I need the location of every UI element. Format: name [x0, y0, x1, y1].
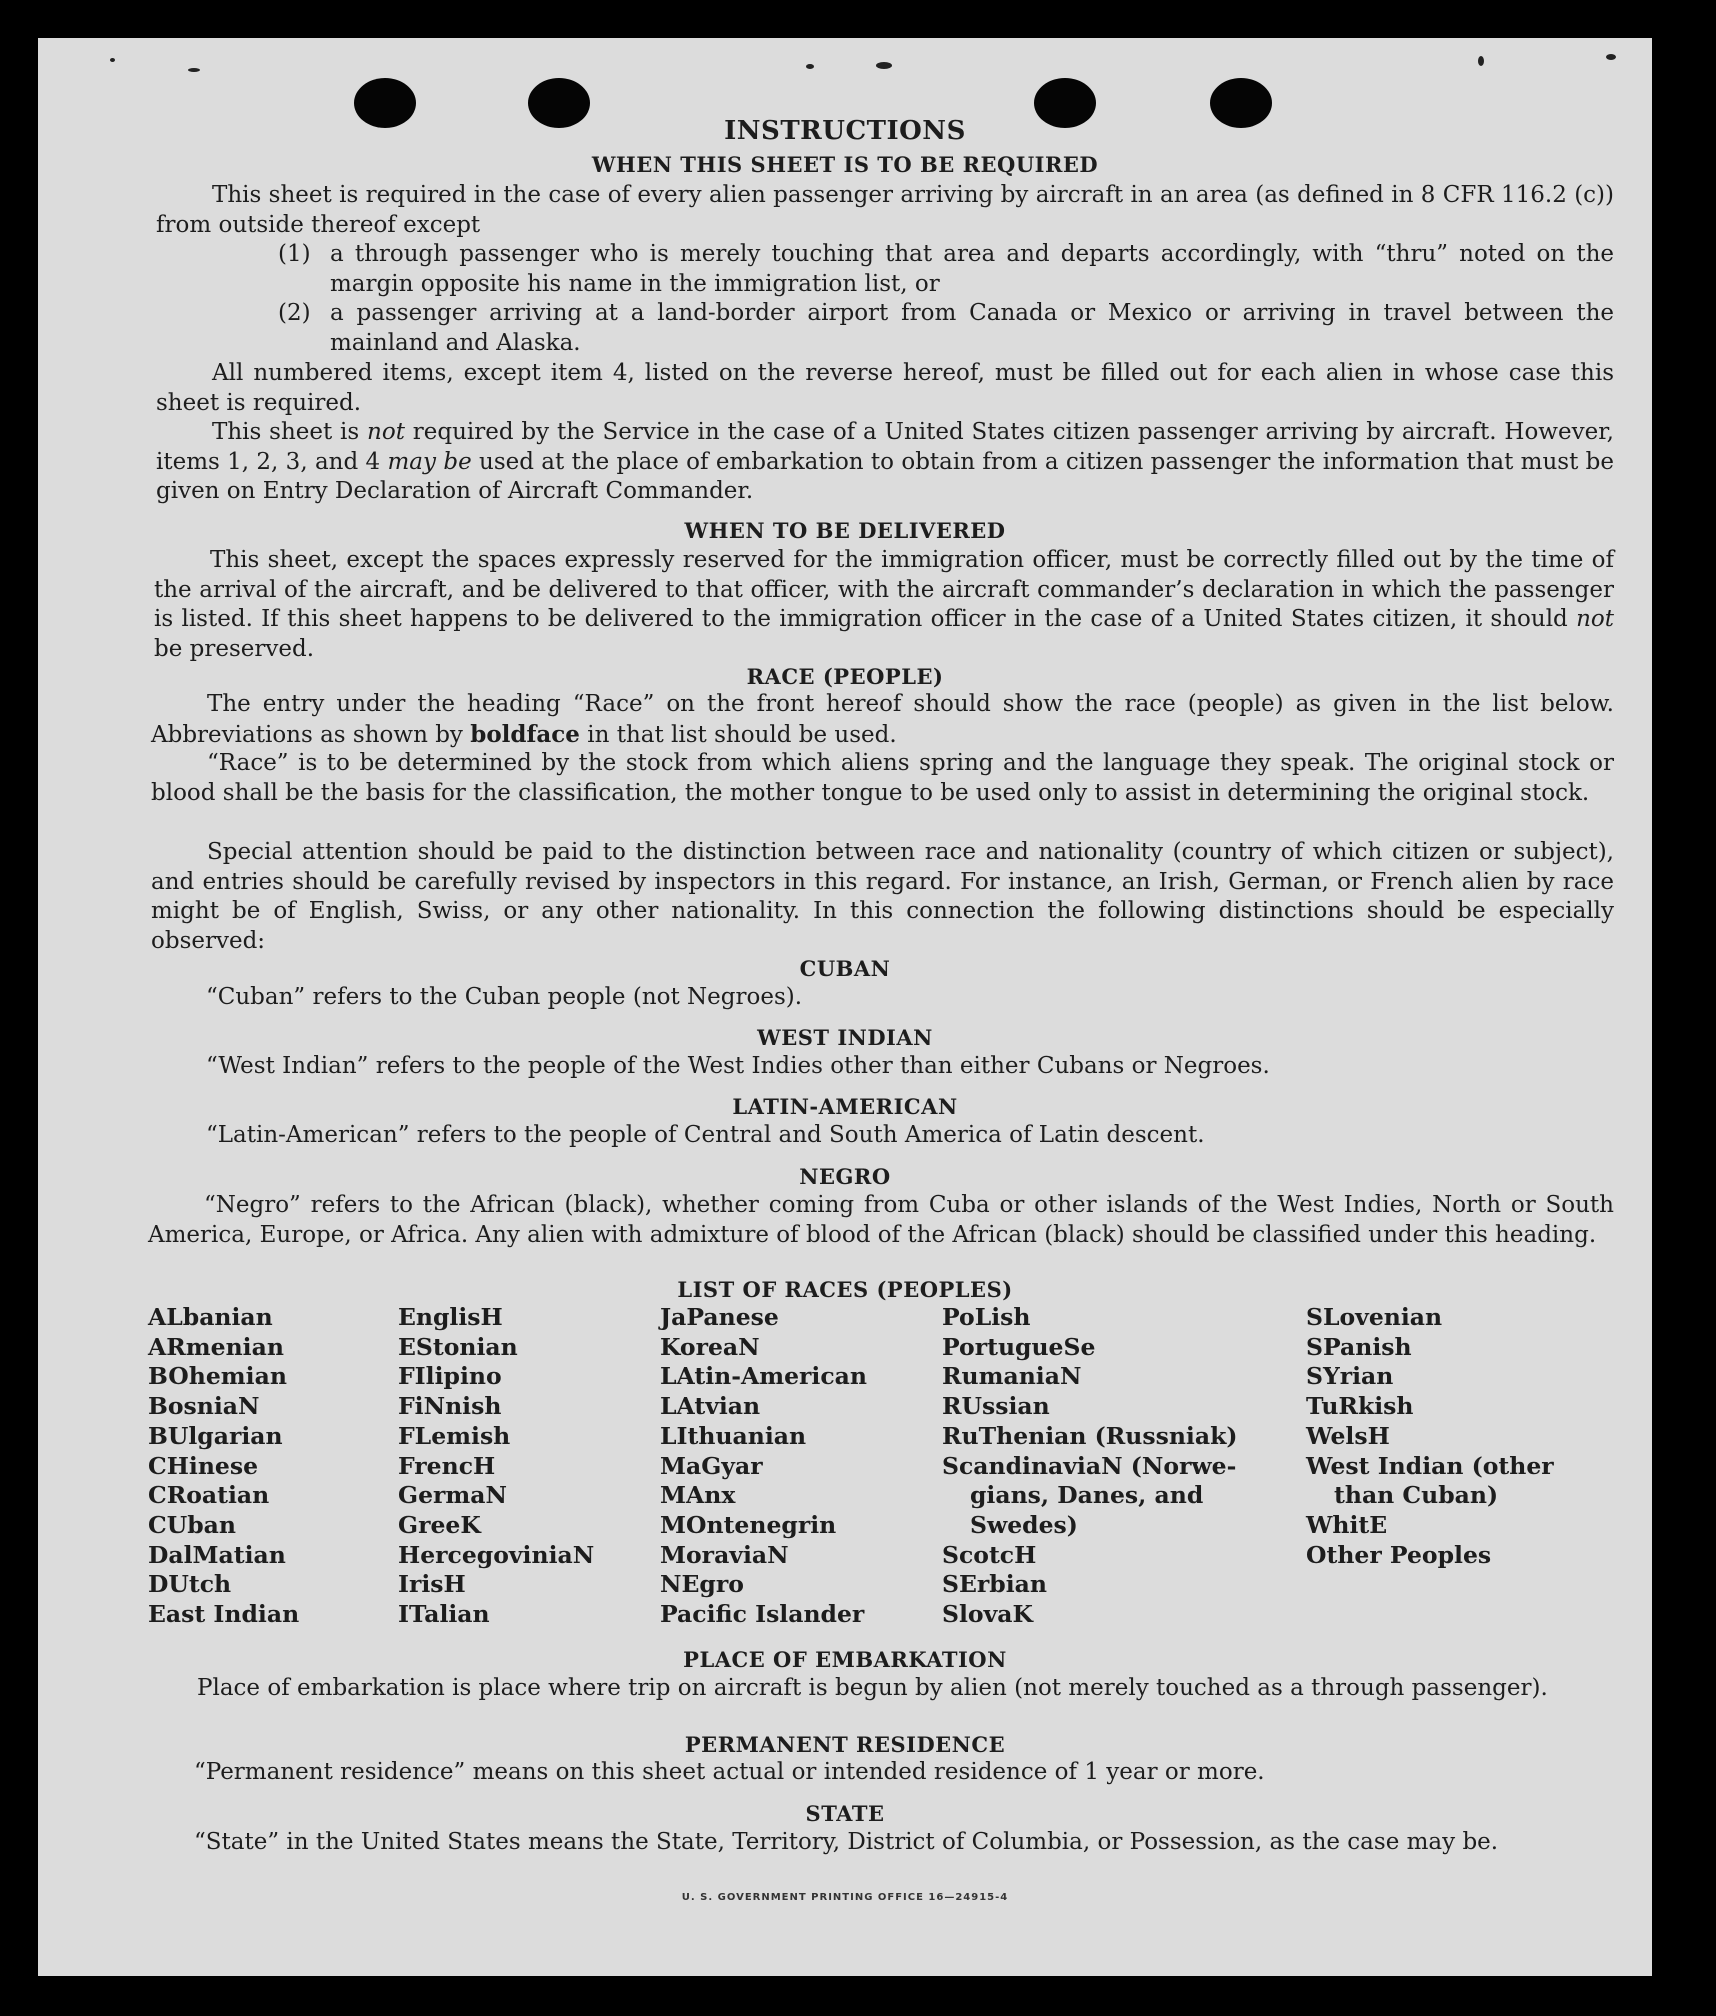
race-column-1	[148, 1303, 299, 1630]
race-entry: CUban	[148, 1510, 236, 1539]
race-entry: PoLish	[942, 1303, 1031, 1331]
exception-number: (2)	[278, 300, 311, 326]
race-entry: IrisH	[398, 1570, 466, 1599]
race-entry: Pacific Islander	[660, 1600, 865, 1629]
race-entry: than Cuban)	[1334, 1481, 1499, 1510]
race-entry: MaGyar	[660, 1451, 763, 1480]
race-entry: gians, Danes, and	[970, 1481, 1204, 1510]
exception-text: a passenger arriving at a land-border airport from Canada or Mexico or arriving in travel between the mainland and Alaska.	[330, 300, 1614, 356]
heading-when-required: WHEN THIS SHEET IS TO BE REQUIRED	[591, 152, 1099, 177]
exception-number: (1)	[278, 241, 311, 267]
scan-speck	[110, 58, 115, 62]
race-entry: WelsH	[1306, 1421, 1390, 1450]
race-entry: ScandinaviaN (Norwe-	[942, 1451, 1237, 1480]
race-entry: SYrian	[1306, 1362, 1394, 1391]
paragraph-race-2: “Race” is to be determined by the stock from which aliens spring and the language they speak. The original stock or blood shall be the basis for the classification, the mother tongue to be used only to assist in determining the original stock.	[151, 750, 1614, 806]
race-entry: FLemish	[398, 1421, 511, 1450]
race-entry: BOhemian	[148, 1362, 287, 1391]
race-entry: Swedes)	[970, 1510, 1078, 1539]
paragraph-latin-american: “Latin-American” refers to the people of Central and South America of Latin descent.	[206, 1122, 1205, 1148]
scan-speck	[188, 68, 200, 72]
paragraph-state: “State” in the United States means the State, Territory, District of Columbia, or Possession, as the case may be.	[194, 1829, 1499, 1855]
race-entry: MoraviaN	[660, 1540, 789, 1569]
race-entry: SlovaK	[942, 1600, 1033, 1629]
heading-cuban: CUBAN	[799, 956, 891, 981]
exception-item-1	[278, 240, 1614, 299]
printing-office-imprint: U. S. GOVERNMENT PRINTING OFFICE 16—24915-4	[681, 1892, 1009, 1903]
race-entry: SErbian	[942, 1570, 1047, 1599]
race-entry: MAnx	[660, 1481, 736, 1510]
paragraph-numbered-items: All numbered items, except item 4, listed on the reverse hereof, must be filled out for each alien in whose case this sheet is required.	[156, 360, 1614, 416]
page-title: INSTRUCTIONS	[724, 116, 966, 146]
heading-list-of-races: LIST OF RACES (PEOPLES)	[677, 1277, 1013, 1302]
race-entry: BUlgarian	[148, 1421, 283, 1450]
race-entry: RUssian	[942, 1392, 1050, 1421]
race-entry: East Indian	[148, 1600, 300, 1629]
race-entry: CHinese	[148, 1451, 259, 1480]
race-column-4	[942, 1303, 1272, 1630]
race-entry: West Indian (other	[1306, 1451, 1554, 1480]
race-entry: SPanish	[1306, 1332, 1412, 1361]
race-entry: RumaniaN	[942, 1362, 1082, 1391]
race-entry: FrencH	[398, 1451, 496, 1480]
race-entry: CRoatian	[148, 1481, 270, 1510]
race-entry: BosniaN	[148, 1392, 260, 1421]
race-column-3	[660, 1303, 867, 1630]
heading-negro: NEGRO	[799, 1164, 891, 1189]
heading-west-indian: WEST INDIAN	[757, 1025, 933, 1050]
heading-when-delivered: WHEN TO BE DELIVERED	[684, 518, 1006, 543]
scan-speck	[876, 62, 892, 69]
race-entry: LIthuanian	[660, 1421, 807, 1450]
race-entry: HercegoviniaN	[398, 1540, 595, 1569]
race-entry: WhitE	[1306, 1510, 1388, 1539]
paragraph-cuban: “Cuban” refers to the Cuban people (not Negroes).	[206, 984, 803, 1010]
race-entry: FIlipino	[398, 1362, 502, 1391]
race-entry: TuRkish	[1306, 1392, 1414, 1421]
paragraph-when-delivered: This sheet, except the spaces expressly reserved for the immigration officer, must be correctly filled out by the time of the arrival of the aircraft, and be delivered to that officer, with the aircraft commander’s declaration in which the passenger is listed. If this sheet happens to be delivered to the immigration officer in the case of a United States citizen, it should not be preserved.	[154, 547, 1614, 662]
race-entry: ITalian	[398, 1600, 490, 1629]
race-entry: LAtin-American	[660, 1362, 867, 1391]
race-entry: MOntenegrin	[660, 1510, 837, 1539]
exception-text: a through passenger who is merely touching that area and departs accordingly, with “thru” noted on the margin opposite his name in the immigration list, or	[330, 241, 1614, 297]
race-entry: NEgro	[660, 1570, 744, 1599]
scan-speck	[1478, 56, 1484, 66]
race-entry: ScotcH	[942, 1540, 1037, 1569]
heading-permanent-residence: PERMANENT RESIDENCE	[684, 1732, 1006, 1757]
race-entry: EnglisH	[398, 1303, 503, 1331]
race-entry: EStonian	[398, 1332, 518, 1361]
race-entry: SLovenian	[1306, 1303, 1443, 1331]
paragraph-embarkation: Place of embarkation is place where trip on aircraft is begun by alien (not merely touched as a through passenger).	[197, 1675, 1548, 1701]
heading-place-of-embarkation: PLACE OF EMBARKATION	[683, 1647, 1007, 1672]
race-entry: GermaN	[398, 1481, 507, 1510]
race-entry: DalMatian	[148, 1540, 286, 1569]
document-page	[38, 38, 1652, 1976]
race-entry: RuThenian (Russniak)	[942, 1421, 1238, 1450]
race-entry: KoreaN	[660, 1332, 760, 1361]
race-entry: LAtvian	[660, 1392, 761, 1421]
paragraph-race-3: Special attention should be paid to the distinction between race and nationality (country of which citizen or subject), and entries should be carefully revised by inspectors in this regard. For instance, an Irish, German, or French alien by race might be of English, Swiss, or any other nationality. In this connection the following distinctions should be especially observed:	[151, 839, 1614, 954]
scan-speck	[806, 64, 814, 69]
race-entry: GreeK	[398, 1510, 481, 1539]
paragraph-citizen: This sheet is not required by the Service in the case of a United States citizen passenger arriving by aircraft. However, items 1, 2, 3, and 4 may be used at the place of embarkation to obtain from a citizen passenger the information that must be given on Entry Declaration of Aircraft Commander.	[156, 419, 1615, 504]
race-column-5	[1306, 1303, 1566, 1570]
heading-state: STATE	[805, 1801, 885, 1826]
race-entry: FiNnish	[398, 1392, 502, 1421]
paragraph-residence: “Permanent residence” means on this sheet actual or intended residence of 1 year or more.	[194, 1759, 1265, 1785]
race-entry: PortugueSe	[942, 1332, 1096, 1361]
paragraph-negro: “Negro” refers to the African (black), whether coming from Cuba or other islands of the West Indies, North or South America, Europe, or Africa. Any alien with admixture of blood of the African (black) should be classified under this heading.	[148, 1192, 1614, 1248]
race-entry: Other Peoples	[1306, 1540, 1492, 1569]
heading-race: RACE (PEOPLE)	[746, 664, 944, 689]
paragraph-when-required: This sheet is required in the case of every alien passenger arriving by aircraft in an area (as defined in 8 CFR 116.2 (c)) from outside thereof except	[156, 182, 1614, 238]
heading-latin-american: LATIN-AMERICAN	[732, 1094, 958, 1119]
exception-item-2	[278, 299, 1614, 358]
race-entry: ARmenian	[148, 1332, 284, 1361]
race-entry: JaPanese	[660, 1303, 779, 1331]
race-column-2	[398, 1303, 594, 1630]
race-entry: ALbanian	[148, 1303, 273, 1331]
scan-speck	[1606, 54, 1616, 60]
race-entry: DUtch	[148, 1570, 232, 1599]
paragraph-west-indian: “West Indian” refers to the people of the West Indies other than either Cubans or Negroes.	[206, 1053, 1270, 1079]
paragraph-race-1: The entry under the heading “Race” on the front hereof should show the race (people) as given in the list below. Abbreviations as shown by boldface in that list should be used.	[151, 691, 1614, 748]
